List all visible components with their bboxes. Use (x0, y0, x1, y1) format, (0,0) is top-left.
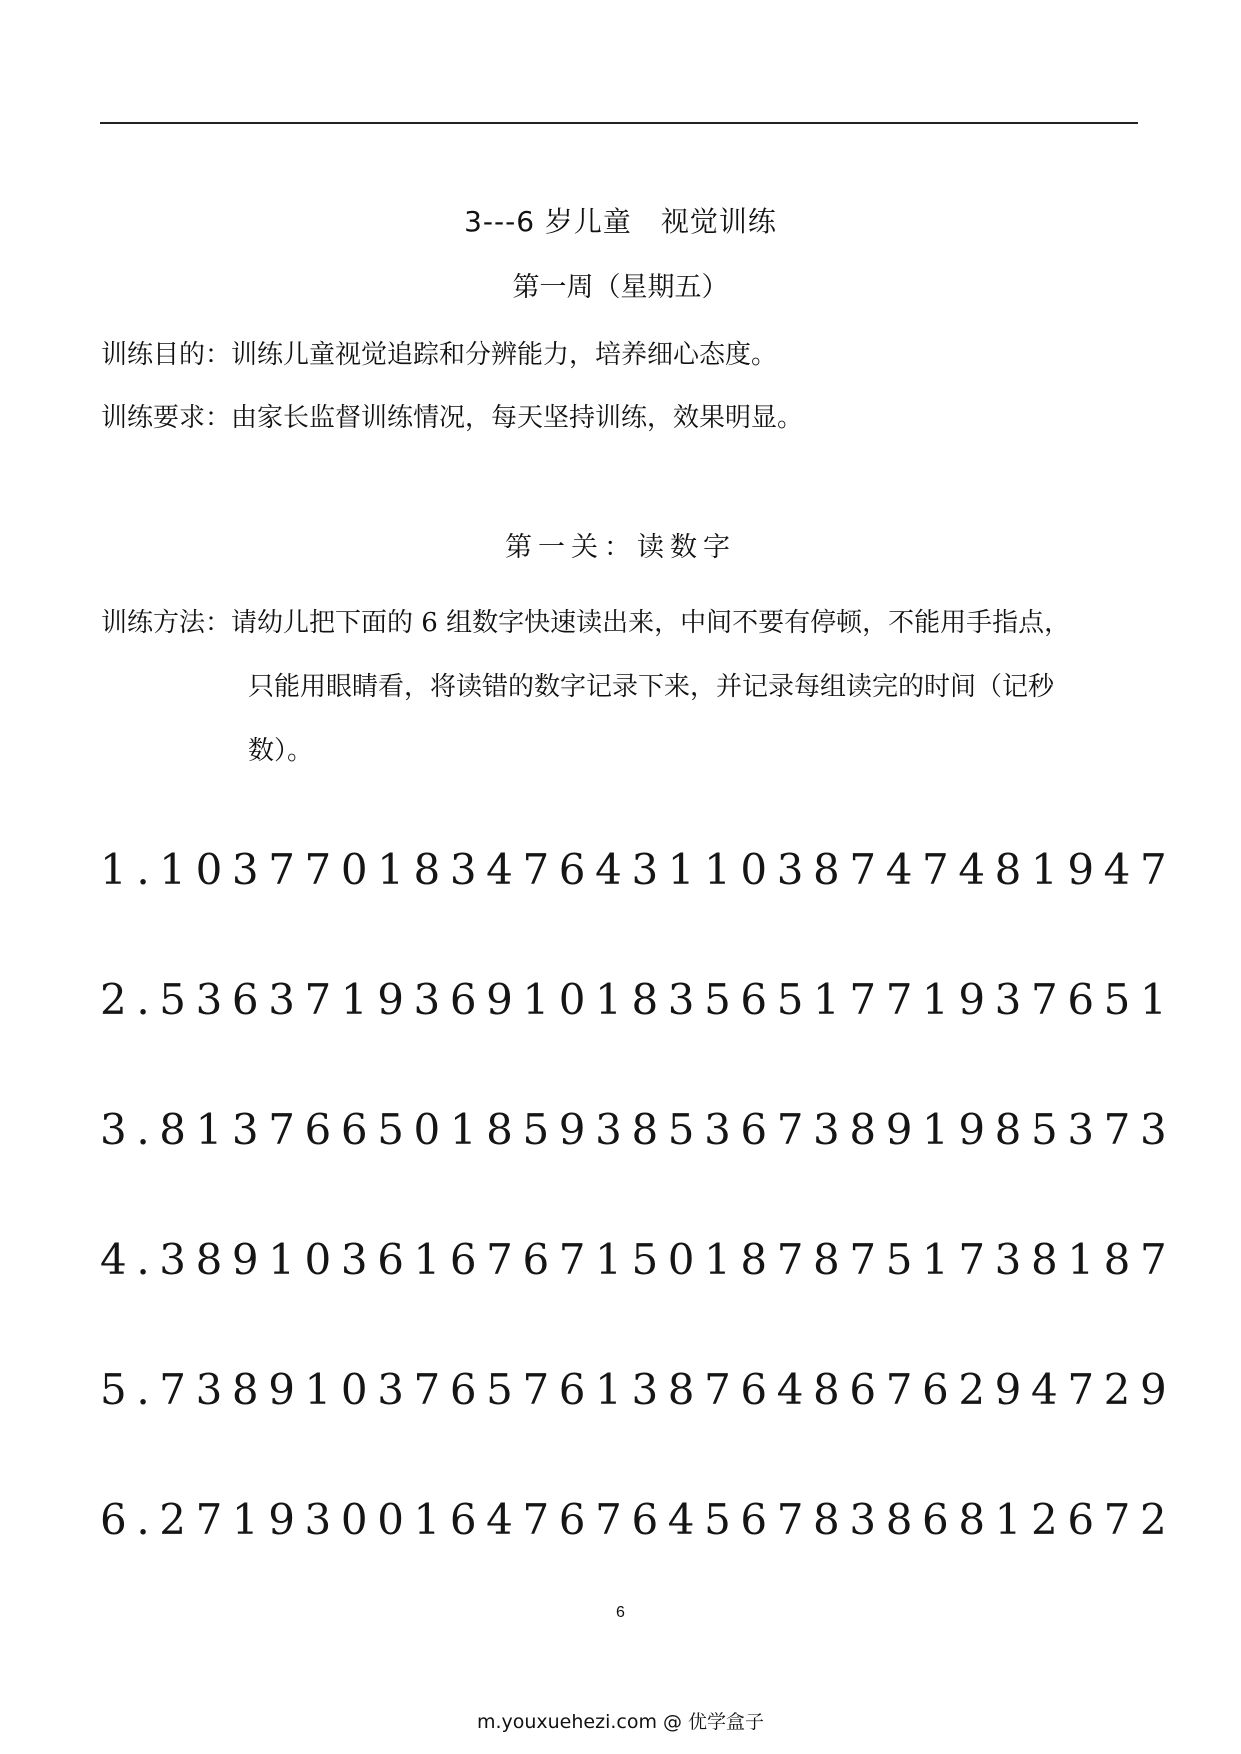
number-row-2: 2.5363719369101835651771937651 (100, 975, 1177, 1024)
number-row-5: 5.7389103765761387648676294729 (100, 1365, 1177, 1414)
section-title: 第一关：读数字 (505, 532, 736, 563)
method-line-3: 数）。 (248, 736, 314, 766)
number-row-4: 4.3891036167671501878751738187 (100, 1235, 1177, 1284)
number-row-1: 1.1037701834764311038747481947 (100, 845, 1177, 894)
method-label: 训练方法： (101, 608, 232, 638)
training-purpose: 训练目的：训练儿童视觉追踪和分辨能力，培养细心态度。 (101, 340, 778, 370)
page-number: 6 (616, 1604, 625, 1621)
method-line-2: 只能用眼睛看，将读错的数字记录下来，并记录每组读完的时间（记秒 (248, 672, 1055, 702)
number-row-3: 3.8137665018593853673891985373 (100, 1105, 1177, 1154)
training-method (101, 591, 1141, 783)
document-subtitle: 第一周（星期五） (512, 272, 729, 303)
header-rule (100, 122, 1138, 124)
training-requirement: 训练要求：由家长监督训练情况，每天坚持训练，效果明显。 (101, 403, 804, 433)
number-row-6: 6.2719300164767645678386812672 (100, 1495, 1177, 1544)
document-title: 3---6 岁儿童 视觉训练 (464, 205, 777, 238)
method-line-1 (101, 591, 1141, 655)
method-text-1: 请幼儿把下面的 6 组数字快速读出来，中间不要有停顿，不能用手指点， (231, 608, 1071, 638)
footer-watermark: m.youxuehezi.com @ 优学盒子 (476, 1711, 765, 1733)
number-rows (100, 845, 1176, 1625)
